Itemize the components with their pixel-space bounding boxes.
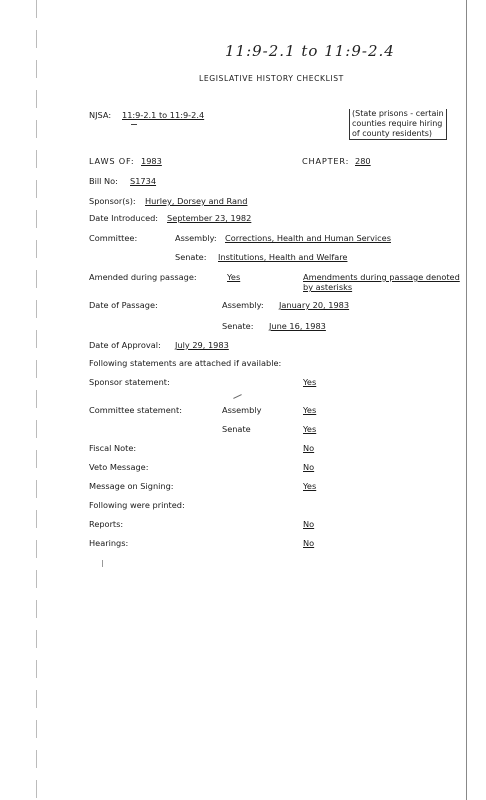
statements-heading: Following statements are attached if available: (89, 358, 282, 368)
reports-value: No (303, 519, 315, 529)
njsa-description-box (349, 109, 447, 140)
sponsors-value: Hurley, Dorsey and Rand (145, 196, 248, 206)
committee-label: Committee: (89, 233, 138, 243)
amended-note-line-1: Amendments during passage denoted (303, 272, 460, 282)
njsa-description-line-1: (State prisons - certain (352, 109, 444, 118)
amended-note-line-2: by asterisks (303, 282, 353, 292)
handwritten-statute-range: 11:9-2.1 to 11:9-2.4 (225, 42, 395, 60)
reports-label: Reports: (89, 519, 124, 529)
passage-assembly-label: Assembly: (222, 300, 264, 310)
stray-mark (102, 560, 103, 567)
committee-statement-senate-label: Senate (222, 424, 251, 434)
scan-edge-left (36, 0, 37, 800)
bill-value: S1734 (130, 176, 157, 186)
amended-value: Yes (227, 272, 241, 282)
njsa-description-line-2: counties require hiring (352, 119, 443, 128)
njsa-description-line-3: of county residents) (352, 129, 433, 138)
fiscal-note-label: Fiscal Note: (89, 443, 137, 453)
njsa-value: 11:9-2.1 to 11:9-2.4 (122, 110, 205, 120)
passage-senate-value: June 16, 1983 (269, 321, 326, 331)
approval-label: Date of Approval: (89, 340, 161, 350)
laws-of-label: LAWS OF: (89, 156, 135, 166)
passage-label: Date of Passage: (89, 300, 158, 310)
pen-mark (233, 394, 242, 399)
scan-edge-right (466, 0, 467, 800)
laws-of-value: 1983 (141, 156, 162, 166)
committee-assembly-value: Corrections, Health and Human Services (225, 233, 391, 243)
njsa-dash (131, 124, 137, 125)
chapter-label: CHAPTER: (302, 156, 350, 166)
njsa-label: NJSA: (89, 110, 112, 120)
committee-statement-label: Committee statement: (89, 405, 182, 415)
committee-statement-assembly-label: Assembly (222, 405, 262, 415)
printed-heading: Following were printed: (89, 500, 185, 510)
sponsors-label: Sponsor(s): (89, 196, 136, 206)
passage-assembly-value: January 20, 1983 (279, 300, 350, 310)
introduced-value: September 23, 1982 (167, 213, 252, 223)
sponsor-statement-value: Yes (303, 377, 317, 387)
introduced-label: Date Introduced: (89, 213, 159, 223)
hearings-value: No (303, 538, 315, 548)
bill-label: Bill No: (89, 176, 118, 186)
hearings-label: Hearings: (89, 538, 129, 548)
passage-senate-label: Senate: (222, 321, 254, 331)
amended-label: Amended during passage: (89, 272, 197, 282)
veto-message-value: No (303, 462, 315, 472)
committee-statement-assembly-value: Yes (303, 405, 317, 415)
committee-assembly-label: Assembly: (175, 233, 217, 243)
committee-statement-senate-value: Yes (303, 424, 317, 434)
sponsor-statement-label: Sponsor statement: (89, 377, 170, 387)
approval-value: July 29, 1983 (175, 340, 229, 350)
chapter-value: 280 (355, 156, 371, 166)
committee-senate-value: Institutions, Health and Welfare (218, 252, 348, 262)
fiscal-note-value: No (303, 443, 315, 453)
signing-message-value: Yes (303, 481, 317, 491)
veto-message-label: Veto Message: (89, 462, 149, 472)
signing-message-label: Message on Signing: (89, 481, 174, 491)
committee-senate-label: Senate: (175, 252, 207, 262)
page-title: LEGISLATIVE HISTORY CHECKLIST (199, 74, 344, 83)
